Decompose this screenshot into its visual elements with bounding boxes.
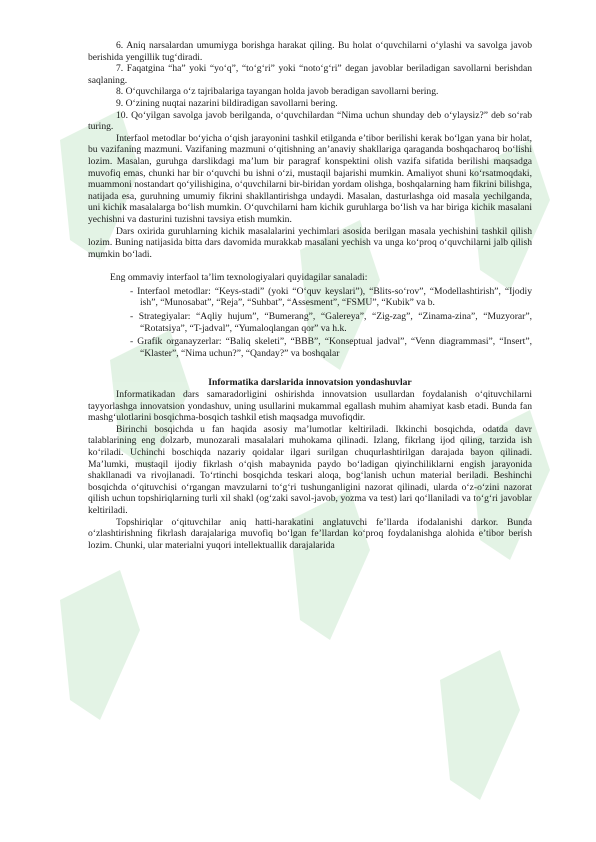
paragraph-birinchi: Birinchi bosqichda u fan haqida asosiy ma’lumotlar keltiriladi. Ikkinchi bosqichda, odatda davr talablarining eng dolzarb, munozarali masalalari muhokama qilinadi. Izlang, fikrlang ijod qiling, tarzida ish ko‘riladi. Uchinchi boschiqda nazariy qoidalar ilgari surilgan chuqurlashtirilgan darajada bayon qilinadi. Ma’lumki, mustaqil ijodiy fikrlash o‘qish mabaynida paydo bo‘ladigan qiyinchiliklarni engish jarayonida shakllanadi va rivojlanadi. To‘rtinchi bosqichda teskari aloqa, bog‘lanish uchun material beriladi. Beshinchi bosqichda o‘qituvchisi o‘rgangan mavzularni to‘g‘ri tushunganligini nazorat qilinadi, ularda o‘z-o‘zini nazorat qilish uchun topshiriqlarning turli xil shakl (og‘zaki savol-javob, yozma va test) lari qo‘llaniladi va to‘g‘ri javoblar keltiriladi. <box>88 423 532 516</box>
paragraph-informatika: Informatikadan dars samaradorligini oshirishda innovatsion usullardan foydalanish o‘qituvchilarni tayyorlashga innovatsion yondashuv, uning usullarini mukammal egallash muhim ahamiyat kasb etadi. Bunda fan mashg‘ulotlarini bosqichma-bosqich tashkil etish maqsadga muvofiqdir. <box>88 389 532 424</box>
list-item: 9. O‘zining nuqtai nazarini bildiradigan savollarni bering. <box>116 97 338 109</box>
category-item: - Interfaol metodlar: “Keys-stadi” (yoki “O‘quv keyslari”), “Blits-so‘rov”, “Modellashtirish”, “Ijodiy ish”, “Munosabat”, “Reja”, “Suhbat”, “Assesment”, “FSMU”, “Kubik” va b. <box>130 285 532 309</box>
paragraph-topshiriqlar: Topshiriqlar o‘qituvchilar aniq hatti-harakatini anglatuvchi fe’llarda ifodalanishi darkor. Bunda o‘zlashtirishning fikrlash darajalariga muvofiq bo‘lgan fe’llardan ko‘proq foydalanishga alohida e’tibor berish lozim. Chunki, ular materialni yuqori intellektuallik darajalarida <box>88 516 532 551</box>
list-item: 6. Aniq narsalardan umumiyga borishga harakat qiling. Bu holat o‘quvchilarni o‘ylashi va savolga javob berishida yengillik tug‘diradi. <box>88 40 532 63</box>
paragraph-interfaol: Interfaol metodlar bo‘yicha o‘qish jarayonini tashkil etilganda e’tibor berilishi kerak bo‘lgan yana bir holat, bu vazifaning mazmuni. Vazifaning mazmuni o‘qitishning an’anaviy shakllariga qaraganda boshqacharoq bo‘lishi lozim. Masalan, guruhga darslikdagi ma’lum bir paragraf konspektini olish vazifa sifatida berilishi maqsadga muvofiq emas, chunki har bir o‘quvchi bu ishni o‘zi, mustaqil bajarishi mumkin. Amaliyot shuni ko‘rsatmoqdaki, muammoni nostandart qo‘yilishigina, o‘quvchilarni bir-biridan yordam olishga, boshqalarning ham fikrini bilishga, natijada esa, guruhning umumiy fikrini shakllantirishga undaydi. Masalan, dasturlashga oid masala yechilganda, uni kichik masalalarga bo‘lish mumkin. O‘quvchilarni ham kichik guruhlarga bo‘lish va har biriga kichik masalani yechishni va dasturini tuzishni tavsiya etish mumkin. <box>88 132 532 225</box>
paragraph-dars: Dars oxirida guruhlarning kichik masalalarini yechimlari asosida berilgan masala yechishini tashkil qilish lozim. Buning natijasida bitta dars davomida murakkab masalani yechish va unga ko‘proq o‘quvchilarni jalb qilish mumkin bo‘ladi. <box>88 225 532 260</box>
watermark-shape-3 <box>60 570 140 720</box>
categories-lead: Eng ommaviy interfaol ta’lim texnologiyalari quyidagilar sanaladi: <box>110 272 368 284</box>
category-item: - Grafik organayzerlar: “Baliq skeleti”, “BBB”, “Konseptual jadval”, “Venn diagrammasi”, “Insert”, “Klaster”, “Nima uchun?”, “Qanday?” va boshqalar <box>130 336 532 359</box>
watermark-shape-8 <box>440 650 520 800</box>
category-item: - Strategiyalar: “Aqliy hujum”, “Bumerang”, “Galereya”, “Zig-zag”, “Zinama-zina”, “Muzyorar”, “Rotatsiya”, “T-jadval”, “Yumaloqlangan qor” va h.k. <box>130 311 532 334</box>
list-item: 10. Qo‘yilgan savolga javob berilganda, o‘quvchilardan “Nima uchun shunday deb o‘ylaysiz?” deb so‘rab turing. <box>88 109 532 133</box>
list-item: 7. Faqatgina “ha” yoki “yo‘q”, “to‘g‘ri” yoki “noto‘g‘ri” degan javoblar beriladigan savollarni berishdan saqlaning. <box>88 63 532 86</box>
section-heading: Informatika darslarida innovatsion yondashuvlar <box>208 377 412 389</box>
list-item: 8. O‘quvchilarga o‘z tajribalariga tayangan holda javob beradigan savollarni bering. <box>116 86 439 98</box>
technology-categories <box>88 272 532 359</box>
document-page <box>88 40 532 551</box>
